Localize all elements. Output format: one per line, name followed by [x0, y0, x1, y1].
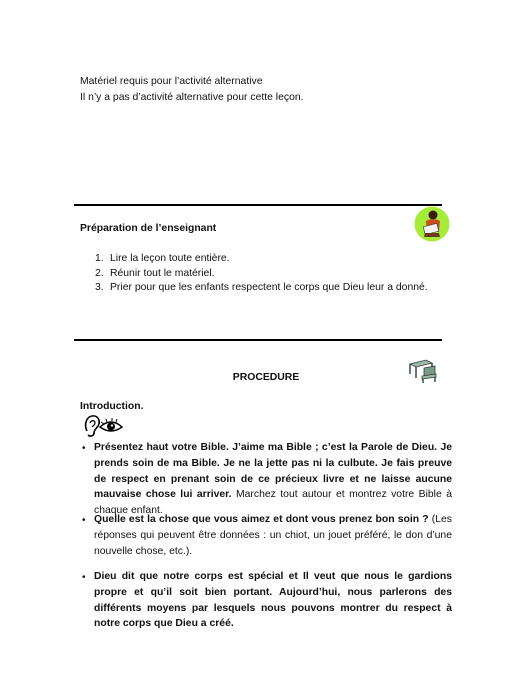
bullet-icon: • [82, 515, 86, 526]
alt-material-title: Matériel requis pour l’activité alternative [80, 76, 263, 87]
desk-chair-icon [408, 358, 438, 384]
alt-material-text: Il n’y a pas d’activité alternative pour cette leçon. [80, 92, 304, 103]
teacher-prep-title: Préparation de l’enseignant [80, 223, 217, 234]
ear-eye-icon [82, 414, 124, 438]
section-divider [74, 339, 442, 341]
bullet-icon: • [82, 572, 86, 583]
intro-heading: Introduction. [80, 401, 144, 412]
section-divider [74, 204, 442, 206]
bullet-paragraph: Présentez haut votre Bible. J’aime ma Bible ; c’est la Parole de Dieu. Je prends soin de ma Bible. Je ne la jette pas ni la culbute. Je fais preuve de respect en prenant soin de ce précieux livre et ne laisse aucune mauvaise chose lui arriver. Marchez tout autour et montrez votre Bible à chaque enfant. [94, 442, 452, 517]
procedure-title: PROCEDURE [232, 372, 300, 383]
bullet-icon: • [82, 443, 86, 454]
list-item: 1. Lire la leçon toute entière. [95, 253, 230, 264]
list-item: 3. Prier pour que les enfants respectent le corps que Dieu leur a donné. [95, 282, 428, 293]
list-item: 2. Réunir tout le matériel. [95, 267, 215, 279]
bullet-paragraph: Quelle est la chose que vous aimez et dont vous prenez bon soin ? (Les réponses qui peuvent être données : un chiot, un jouet préféré, le don d’une nouvelle chose, etc.). [94, 514, 452, 557]
teacher-reading-icon [414, 206, 450, 242]
bullet-paragraph: Dieu dit que notre corps est spécial et Il veut que nous le gardions propre et qu’il soit bien portant. Aujourd’hui, nous parlerons des différents moyens par lesquels nous pouvons montrer du respect à notre corps que Dieu a créé. [94, 571, 452, 630]
teacher-prep-steps [80, 252, 428, 296]
